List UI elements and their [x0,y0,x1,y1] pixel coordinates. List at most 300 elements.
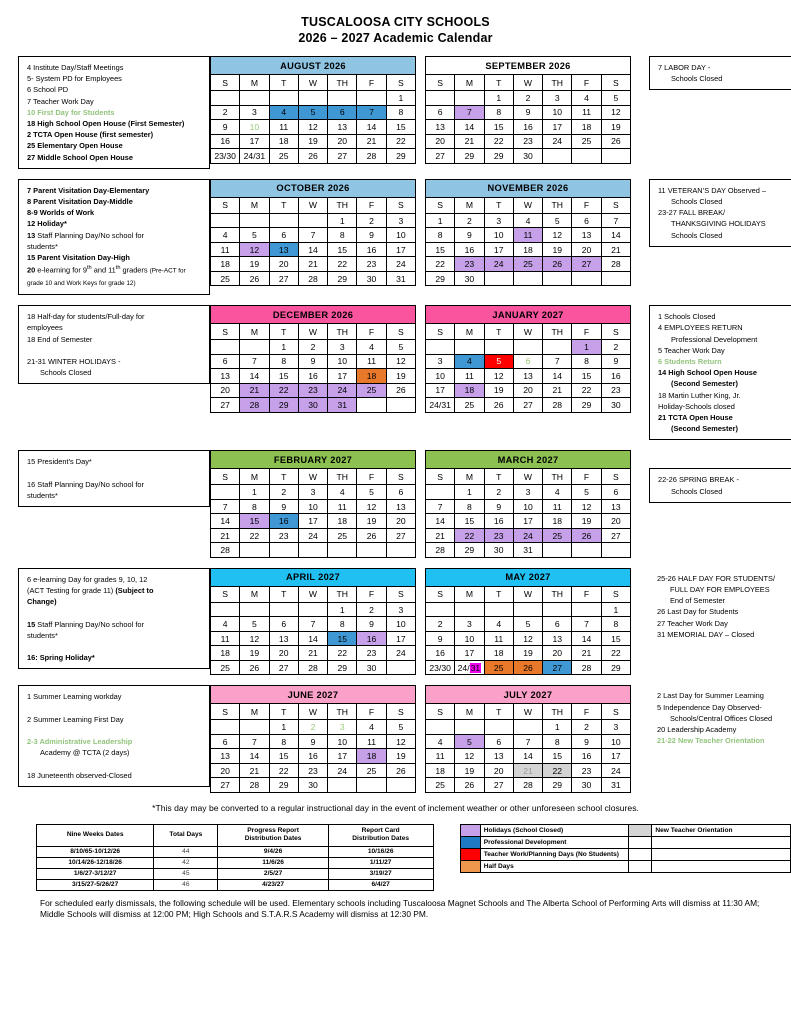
day-cell[interactable]: 30 [601,398,630,413]
day-cell[interactable]: 17 [484,242,513,257]
day-cell[interactable]: 5 [386,340,415,355]
day-cell[interactable]: 30 [455,271,484,286]
day-cell[interactable]: 25 [269,149,298,164]
day-cell[interactable]: 17 [543,120,572,135]
day-cell[interactable]: 7 [543,354,572,369]
day-cell[interactable] [601,543,630,558]
day-cell[interactable]: 8 [484,105,513,120]
day-cell[interactable]: 2 [211,105,240,120]
day-cell[interactable]: 11 [269,120,298,135]
day-cell[interactable]: 13 [211,369,240,384]
day-cell[interactable]: 13 [543,631,572,646]
day-cell[interactable]: 14 [426,514,455,529]
day-cell[interactable]: 14 [357,120,386,135]
day-cell[interactable]: 15 [328,242,357,257]
day-cell[interactable]: 12 [240,242,269,257]
day-cell[interactable]: 31 [601,778,630,793]
day-cell[interactable]: 13 [328,120,357,135]
day-cell[interactable]: 9 [513,105,542,120]
day-cell[interactable]: 21 [426,528,455,543]
day-cell[interactable]: 11 [543,499,572,514]
day-cell[interactable] [601,149,630,164]
day-cell[interactable] [513,720,542,735]
day-cell[interactable]: 22 [328,257,357,272]
day-cell[interactable]: 4 [455,354,484,369]
day-cell[interactable]: 14 [211,514,240,529]
day-cell[interactable]: 29 [328,271,357,286]
day-cell[interactable]: 1 [269,720,298,735]
day-cell[interactable] [328,543,357,558]
day-cell[interactable]: 28 [298,660,327,675]
day-cell[interactable]: 15 [601,631,630,646]
day-cell[interactable]: 3 [328,720,357,735]
day-cell[interactable] [269,543,298,558]
day-cell[interactable]: 18 [328,514,357,529]
day-cell[interactable] [211,91,240,106]
day-cell[interactable]: 12 [240,631,269,646]
day-cell[interactable]: 5 [357,485,386,500]
day-cell[interactable]: 2 [298,340,327,355]
day-cell[interactable]: 12 [386,354,415,369]
day-cell[interactable]: 3 [484,213,513,228]
day-cell[interactable]: 26 [386,383,415,398]
day-cell[interactable]: 18 [357,749,386,764]
day-cell[interactable]: 1 [572,340,601,355]
day-cell[interactable]: 22 [386,134,415,149]
day-cell[interactable]: 31 [328,398,357,413]
day-cell[interactable]: 23 [455,257,484,272]
day-cell[interactable]: 3 [328,340,357,355]
day-cell[interactable]: 5 [601,91,630,106]
day-cell[interactable]: 29 [601,660,630,675]
day-cell[interactable]: 16 [572,749,601,764]
day-cell[interactable]: 2 [484,485,513,500]
day-cell[interactable]: 3 [543,91,572,106]
day-cell[interactable]: 26 [572,528,601,543]
day-cell[interactable]: 11 [455,369,484,384]
day-cell[interactable]: 18 [357,369,386,384]
day-cell[interactable]: 22 [426,257,455,272]
day-cell[interactable]: 29 [455,149,484,164]
day-cell[interactable]: 12 [484,369,513,384]
day-cell[interactable] [211,602,240,617]
day-cell[interactable] [357,543,386,558]
day-cell[interactable] [484,720,513,735]
day-cell[interactable]: 24 [601,763,630,778]
day-cell[interactable]: 3 [513,485,542,500]
day-cell[interactable]: 17 [386,631,415,646]
day-cell[interactable]: 30 [484,543,513,558]
day-cell[interactable]: 18 [426,763,455,778]
day-cell[interactable]: 13 [572,228,601,243]
day-cell[interactable]: 16 [455,242,484,257]
day-cell[interactable]: 27 [328,149,357,164]
day-cell[interactable]: 24 [298,528,327,543]
day-cell[interactable]: 25 [513,257,542,272]
day-cell[interactable]: 14 [572,631,601,646]
day-cell[interactable] [240,213,269,228]
day-cell[interactable]: 5 [240,617,269,632]
day-cell[interactable] [298,91,327,106]
day-cell[interactable]: 19 [513,646,542,661]
day-cell[interactable]: 10 [426,369,455,384]
day-cell[interactable]: 2 [513,91,542,106]
day-cell[interactable]: 6 [386,485,415,500]
day-cell[interactable]: 30 [357,271,386,286]
day-cell[interactable]: 23 [572,763,601,778]
day-cell[interactable]: 30 [572,778,601,793]
day-cell[interactable] [426,91,455,106]
day-cell[interactable]: 26 [543,257,572,272]
day-cell[interactable]: 22 [601,646,630,661]
day-cell[interactable]: 20 [426,134,455,149]
day-cell[interactable]: 5 [455,734,484,749]
day-cell[interactable]: 15 [572,369,601,384]
day-cell[interactable] [543,149,572,164]
day-cell[interactable]: 27 [426,149,455,164]
day-cell[interactable]: 28 [211,543,240,558]
day-cell[interactable]: 6 [211,354,240,369]
day-cell[interactable]: 26 [240,271,269,286]
day-cell[interactable]: 30 [513,149,542,164]
day-cell[interactable]: 3 [426,354,455,369]
day-cell[interactable]: 10 [484,228,513,243]
day-cell[interactable]: 5 [572,485,601,500]
day-cell[interactable]: 4 [484,617,513,632]
day-cell[interactable]: 23/30 [426,660,455,675]
day-cell[interactable]: 4 [357,720,386,735]
day-cell[interactable]: 11 [328,499,357,514]
day-cell[interactable]: 25 [543,528,572,543]
day-cell[interactable]: 19 [357,514,386,529]
day-cell[interactable] [455,720,484,735]
day-cell[interactable]: 18 [484,646,513,661]
day-cell[interactable]: 5 [298,105,327,120]
day-cell[interactable]: 15 [426,242,455,257]
day-cell[interactable]: 23 [484,528,513,543]
day-cell[interactable]: 22 [328,646,357,661]
day-cell[interactable]: 1 [328,213,357,228]
day-cell[interactable]: 16 [426,646,455,661]
day-cell[interactable]: 27 [269,660,298,675]
day-cell[interactable]: 19 [543,242,572,257]
day-cell[interactable]: 24 [386,646,415,661]
day-cell[interactable]: 24/31 [240,149,269,164]
day-cell[interactable]: 25 [211,271,240,286]
day-cell[interactable]: 26 [484,398,513,413]
day-cell[interactable]: 10 [455,631,484,646]
day-cell[interactable] [543,271,572,286]
day-cell[interactable]: 8 [572,354,601,369]
day-cell[interactable]: 15 [269,369,298,384]
day-cell[interactable] [572,602,601,617]
day-cell[interactable]: 27 [572,257,601,272]
day-cell[interactable]: 9 [298,354,327,369]
day-cell[interactable]: 23 [357,646,386,661]
day-cell[interactable]: 21 [298,646,327,661]
day-cell[interactable]: 28 [298,271,327,286]
day-cell[interactable]: 8 [601,617,630,632]
day-cell[interactable]: 4 [269,105,298,120]
day-cell[interactable]: 6 [269,617,298,632]
day-cell[interactable]: 5 [386,720,415,735]
day-cell[interactable]: 24 [513,528,542,543]
day-cell[interactable]: 22 [543,763,572,778]
day-cell[interactable]: 22 [269,763,298,778]
day-cell[interactable]: 2 [601,340,630,355]
day-cell[interactable]: 16 [269,514,298,529]
day-cell[interactable]: 28 [357,149,386,164]
day-cell[interactable]: 1 [328,602,357,617]
day-cell[interactable]: 23 [269,528,298,543]
day-cell[interactable]: 6 [269,228,298,243]
day-cell[interactable]: 5 [240,228,269,243]
day-cell[interactable]: 14 [513,749,542,764]
day-cell[interactable]: 16 [357,242,386,257]
day-cell[interactable]: 27 [513,398,542,413]
day-cell[interactable] [240,91,269,106]
day-cell[interactable]: 26 [357,528,386,543]
day-cell[interactable]: 12 [357,499,386,514]
day-cell[interactable]: 13 [386,499,415,514]
day-cell[interactable]: 9 [298,734,327,749]
day-cell[interactable]: 23 [601,383,630,398]
day-cell[interactable]: 23/30 [211,149,240,164]
day-cell[interactable]: 16 [513,120,542,135]
day-cell[interactable]: 4 [328,485,357,500]
day-cell[interactable]: 21 [455,134,484,149]
day-cell[interactable] [386,778,415,793]
day-cell[interactable]: 8 [328,228,357,243]
day-cell[interactable]: 21 [601,242,630,257]
day-cell[interactable]: 8 [543,734,572,749]
day-cell[interactable] [455,602,484,617]
day-cell[interactable]: 24/31 [455,660,484,675]
day-cell[interactable]: 25 [357,763,386,778]
day-cell[interactable]: 16 [211,134,240,149]
day-cell[interactable]: 7 [513,734,542,749]
day-cell[interactable]: 27 [386,528,415,543]
day-cell[interactable]: 24/31 [426,398,455,413]
day-cell[interactable]: 4 [513,213,542,228]
day-cell[interactable]: 27 [269,271,298,286]
day-cell[interactable]: 19 [298,134,327,149]
day-cell[interactable]: 11 [357,734,386,749]
day-cell[interactable]: 10 [328,734,357,749]
day-cell[interactable] [484,340,513,355]
day-cell[interactable]: 27 [484,778,513,793]
day-cell[interactable]: 20 [601,514,630,529]
day-cell[interactable]: 12 [298,120,327,135]
day-cell[interactable]: 8 [386,105,415,120]
day-cell[interactable]: 5 [513,617,542,632]
day-cell[interactable]: 8 [426,228,455,243]
day-cell[interactable]: 2 [357,213,386,228]
day-cell[interactable]: 12 [543,228,572,243]
day-cell[interactable]: 2 [572,720,601,735]
day-cell[interactable]: 19 [386,749,415,764]
day-cell[interactable] [543,602,572,617]
day-cell[interactable]: 10 [543,105,572,120]
day-cell[interactable]: 3 [386,602,415,617]
day-cell[interactable]: 1 [543,720,572,735]
day-cell[interactable]: 28 [240,778,269,793]
day-cell[interactable]: 11 [513,228,542,243]
day-cell[interactable]: 31 [513,543,542,558]
day-cell[interactable]: 1 [484,91,513,106]
day-cell[interactable]: 9 [357,617,386,632]
day-cell[interactable]: 20 [513,383,542,398]
day-cell[interactable]: 30 [298,778,327,793]
day-cell[interactable]: 9 [601,354,630,369]
day-cell[interactable]: 17 [601,749,630,764]
day-cell[interactable]: 20 [572,242,601,257]
day-cell[interactable]: 7 [601,213,630,228]
day-cell[interactable]: 26 [298,149,327,164]
day-cell[interactable]: 29 [426,271,455,286]
day-cell[interactable]: 29 [572,398,601,413]
day-cell[interactable]: 25 [426,778,455,793]
day-cell[interactable] [240,340,269,355]
day-cell[interactable]: 23 [357,257,386,272]
day-cell[interactable]: 15 [543,749,572,764]
day-cell[interactable] [484,602,513,617]
day-cell[interactable]: 9 [269,499,298,514]
day-cell[interactable]: 28 [601,257,630,272]
day-cell[interactable]: 4 [211,228,240,243]
day-cell[interactable]: 24 [328,383,357,398]
day-cell[interactable]: 6 [513,354,542,369]
day-cell[interactable]: 12 [386,734,415,749]
day-cell[interactable]: 25 [455,398,484,413]
day-cell[interactable]: 4 [357,340,386,355]
day-cell[interactable]: 9 [484,499,513,514]
day-cell[interactable]: 28 [240,398,269,413]
day-cell[interactable]: 31 [386,271,415,286]
day-cell[interactable]: 21 [513,763,542,778]
day-cell[interactable]: 26 [455,778,484,793]
day-cell[interactable]: 17 [328,749,357,764]
day-cell[interactable]: 28 [543,398,572,413]
day-cell[interactable]: 28 [572,660,601,675]
day-cell[interactable]: 13 [269,242,298,257]
day-cell[interactable] [240,720,269,735]
day-cell[interactable]: 17 [386,242,415,257]
day-cell[interactable]: 24 [484,257,513,272]
day-cell[interactable]: 16 [357,631,386,646]
day-cell[interactable]: 2 [426,617,455,632]
day-cell[interactable]: 16 [298,749,327,764]
day-cell[interactable] [211,213,240,228]
day-cell[interactable]: 8 [240,499,269,514]
day-cell[interactable]: 29 [543,778,572,793]
day-cell[interactable] [513,602,542,617]
day-cell[interactable]: 9 [572,734,601,749]
day-cell[interactable]: 29 [386,149,415,164]
day-cell[interactable]: 14 [240,749,269,764]
day-cell[interactable]: 1 [269,340,298,355]
day-cell[interactable]: 18 [211,646,240,661]
day-cell[interactable]: 23 [298,383,327,398]
day-cell[interactable]: 20 [543,646,572,661]
day-cell[interactable]: 5 [543,213,572,228]
day-cell[interactable]: 21 [357,134,386,149]
day-cell[interactable]: 2 [298,720,327,735]
day-cell[interactable] [484,271,513,286]
day-cell[interactable] [572,271,601,286]
day-cell[interactable] [386,660,415,675]
day-cell[interactable]: 4 [426,734,455,749]
day-cell[interactable] [328,91,357,106]
day-cell[interactable]: 22 [572,383,601,398]
day-cell[interactable]: 19 [455,763,484,778]
day-cell[interactable]: 3 [240,105,269,120]
day-cell[interactable]: 15 [484,120,513,135]
day-cell[interactable]: 4 [572,91,601,106]
day-cell[interactable]: 29 [455,543,484,558]
day-cell[interactable]: 15 [386,120,415,135]
day-cell[interactable]: 27 [211,398,240,413]
day-cell[interactable]: 18 [211,257,240,272]
day-cell[interactable]: 4 [211,617,240,632]
day-cell[interactable]: 10 [240,120,269,135]
day-cell[interactable]: 23 [298,763,327,778]
day-cell[interactable]: 11 [211,631,240,646]
day-cell[interactable]: 12 [513,631,542,646]
day-cell[interactable]: 11 [572,105,601,120]
day-cell[interactable]: 16 [298,369,327,384]
day-cell[interactable] [543,340,572,355]
day-cell[interactable]: 11 [357,354,386,369]
day-cell[interactable]: 21 [240,763,269,778]
day-cell[interactable] [269,91,298,106]
day-cell[interactable]: 7 [357,105,386,120]
day-cell[interactable]: 25 [211,660,240,675]
day-cell[interactable]: 3 [455,617,484,632]
day-cell[interactable] [572,543,601,558]
day-cell[interactable]: 3 [298,485,327,500]
day-cell[interactable]: 6 [572,213,601,228]
day-cell[interactable] [328,778,357,793]
day-cell[interactable]: 22 [455,528,484,543]
day-cell[interactable]: 25 [484,660,513,675]
day-cell[interactable]: 11 [484,631,513,646]
day-cell[interactable]: 20 [386,514,415,529]
day-cell[interactable]: 10 [386,617,415,632]
day-cell[interactable]: 17 [240,134,269,149]
day-cell[interactable] [426,720,455,735]
day-cell[interactable]: 29 [269,398,298,413]
day-cell[interactable]: 6 [484,734,513,749]
day-cell[interactable]: 3 [386,213,415,228]
day-cell[interactable]: 22 [269,383,298,398]
day-cell[interactable]: 2 [357,602,386,617]
day-cell[interactable]: 14 [543,369,572,384]
day-cell[interactable]: 10 [513,499,542,514]
day-cell[interactable]: 21 [211,528,240,543]
day-cell[interactable] [513,271,542,286]
day-cell[interactable]: 15 [240,514,269,529]
day-cell[interactable]: 12 [572,499,601,514]
day-cell[interactable]: 2 [455,213,484,228]
day-cell[interactable]: 25 [572,134,601,149]
day-cell[interactable] [426,602,455,617]
day-cell[interactable]: 17 [513,514,542,529]
day-cell[interactable]: 30 [298,398,327,413]
day-cell[interactable]: 7 [572,617,601,632]
day-cell[interactable]: 4 [543,485,572,500]
day-cell[interactable]: 13 [269,631,298,646]
